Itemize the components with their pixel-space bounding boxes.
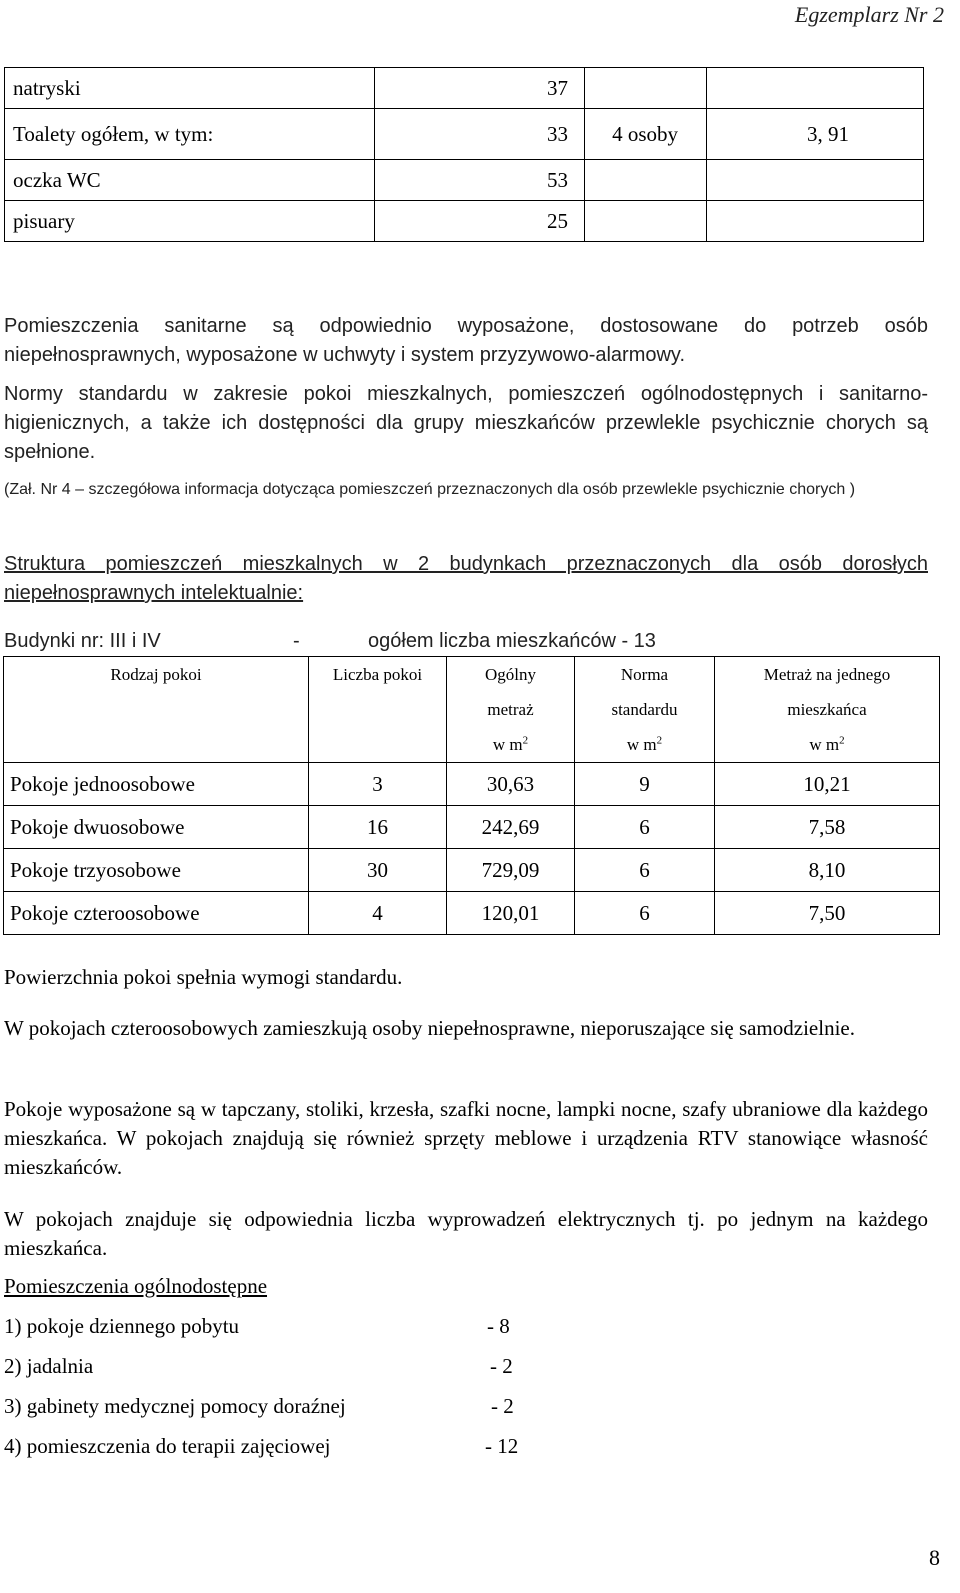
header-count: Liczba pokoi <box>309 657 447 693</box>
room-area: 30,63 <box>447 763 575 806</box>
list-item-value: - 12 <box>485 1434 519 1458</box>
table-header-row <box>4 727 940 763</box>
table-row <box>5 160 924 201</box>
room-count: 16 <box>309 806 447 849</box>
list-item-label: 4) pomieszczenia do terapii zajęciowej <box>4 1434 331 1458</box>
table-row <box>5 201 924 242</box>
room-per-resident: 10,21 <box>715 763 940 806</box>
facility-ratio <box>707 68 924 109</box>
table-row <box>5 68 924 109</box>
facility-ratio: 3, 91 <box>707 109 924 160</box>
list-item-label: 1) pokoje dziennego pobytu <box>4 1314 240 1338</box>
table-row <box>5 109 924 160</box>
table-row <box>4 806 940 849</box>
list-item-label: 2) jadalnia <box>4 1354 94 1378</box>
facility-ratio-label <box>585 160 707 201</box>
list-item-label: 3) gabinety medycznej pomocy doraźnej <box>4 1394 346 1418</box>
residents-total: ogółem liczba mieszkańców - 13 <box>368 630 656 652</box>
room-per-resident: 8,10 <box>715 849 940 892</box>
table-header-row <box>4 657 940 693</box>
room-norm: 6 <box>575 849 715 892</box>
room-count: 3 <box>309 763 447 806</box>
facility-label: oczka WC <box>5 160 375 201</box>
facility-ratio-label <box>585 201 707 242</box>
furnishing-paragraph: Pokoje wyposażone są w tapczany, stoliki, krzesła, szafki nocne, lampki nocne, szafy ubraniowe dla każdego mieszkańca. W pokojach znajdują się również sprzęty meblowe i urządzenia RTV stanowiące własność mieszkańców. <box>4 1097 928 1179</box>
header-norm: Norma <box>575 657 715 693</box>
room-type: Pokoje dwuosobowe <box>4 806 309 849</box>
rooms-table <box>3 656 940 935</box>
table-row <box>4 892 940 935</box>
table-row <box>4 763 940 806</box>
facility-ratio <box>707 160 924 201</box>
common-rooms-heading: Pomieszczenia ogólnodostępne <box>4 1274 268 1298</box>
header-per-resident: mieszkańca <box>715 692 940 727</box>
four-person-rooms-paragraph: W pokojach czteroosobowych zamieszkują osoby niepełnosprawne, nieporuszające się samodzielnie. <box>4 1016 855 1040</box>
table-row <box>4 849 940 892</box>
room-norm: 6 <box>575 806 715 849</box>
header-norm-unit: w $m^2$ <box>575 727 715 763</box>
header-per-resident-unit: w $m^2$ <box>715 727 940 763</box>
facility-label: natryski <box>5 68 375 109</box>
header-norm: standardu <box>575 692 715 727</box>
attachment-note: (Zał. Nr 4 – szczegółowa informacja dotycząca pomieszczeń przeznaczonych dla osób przewlekle psychicznie chorych ) <box>4 481 856 498</box>
room-count: 4 <box>309 892 447 935</box>
facility-count: 37 <box>375 68 585 109</box>
facility-count: 53 <box>375 160 585 201</box>
facility-ratio <box>707 201 924 242</box>
list-item-value: - 2 <box>491 1394 514 1418</box>
room-per-resident: 7,50 <box>715 892 940 935</box>
buildings-label: Budynki nr: III i IV <box>4 630 161 652</box>
standards-paragraph: Normy standardu w zakresie pokoi mieszkalnych, pomieszczeń ogólnodostępnych i sanitarno-higienicznych, a także ich dostępności dla grupy mieszkańców przewlekle psychicznie chorych są spełnione. <box>4 383 928 463</box>
sanitary-paragraph: Pomieszczenia sanitarne są odpowiednio wyposażone, dostosowane do potrzeb osób niepełnosprawnych, wyposażone w uchwyty i system przyzywowo-alarmowy. <box>4 315 928 366</box>
electrical-paragraph: W pokojach znajduje się odpowiednia liczba wyprowadzeń elektrycznych tj. po jednym na każdego mieszkańca. <box>4 1207 928 1260</box>
facility-count: 25 <box>375 201 585 242</box>
room-norm: 9 <box>575 763 715 806</box>
facility-count: 33 <box>375 109 585 160</box>
copy-label: Egzemplarz Nr 2 <box>794 2 944 27</box>
room-type: Pokoje trzyosobowe <box>4 849 309 892</box>
facilities-table <box>4 67 924 242</box>
header-type: Rodzaj pokoi <box>4 657 309 693</box>
list-item-value: - 2 <box>490 1354 513 1378</box>
room-area: 242,69 <box>447 806 575 849</box>
room-norm: 6 <box>575 892 715 935</box>
list-item-value: - 8 <box>487 1314 510 1338</box>
facility-ratio-label: 4 osoby <box>585 109 707 160</box>
facility-label: pisuary <box>5 201 375 242</box>
room-count: 30 <box>309 849 447 892</box>
room-area: 729,09 <box>447 849 575 892</box>
header-area: metraż <box>447 692 575 727</box>
area-paragraph: Powierzchnia pokoi spełnia wymogi standardu. <box>4 965 403 989</box>
header-area: Ogólny <box>447 657 575 693</box>
facility-label: Toalety ogółem, w tym: <box>5 109 375 160</box>
structure-heading: Struktura pomieszczeń mieszkalnych w 2 budynkach przeznaczonych dla osób dorosłych niepełnosprawnych intelektualnie: <box>4 553 928 604</box>
room-type: Pokoje jednoosobowe <box>4 763 309 806</box>
room-type: Pokoje czteroosobowe <box>4 892 309 935</box>
room-per-resident: 7,58 <box>715 806 940 849</box>
page-number: 8 <box>929 1545 940 1570</box>
buildings-dash: - <box>293 630 300 652</box>
header-per-resident: Metraż na jednego <box>715 657 940 693</box>
room-area: 120,01 <box>447 892 575 935</box>
table-header-row <box>4 692 940 727</box>
facility-ratio-label <box>585 68 707 109</box>
header-area-unit: w $m^2$ <box>447 727 575 763</box>
